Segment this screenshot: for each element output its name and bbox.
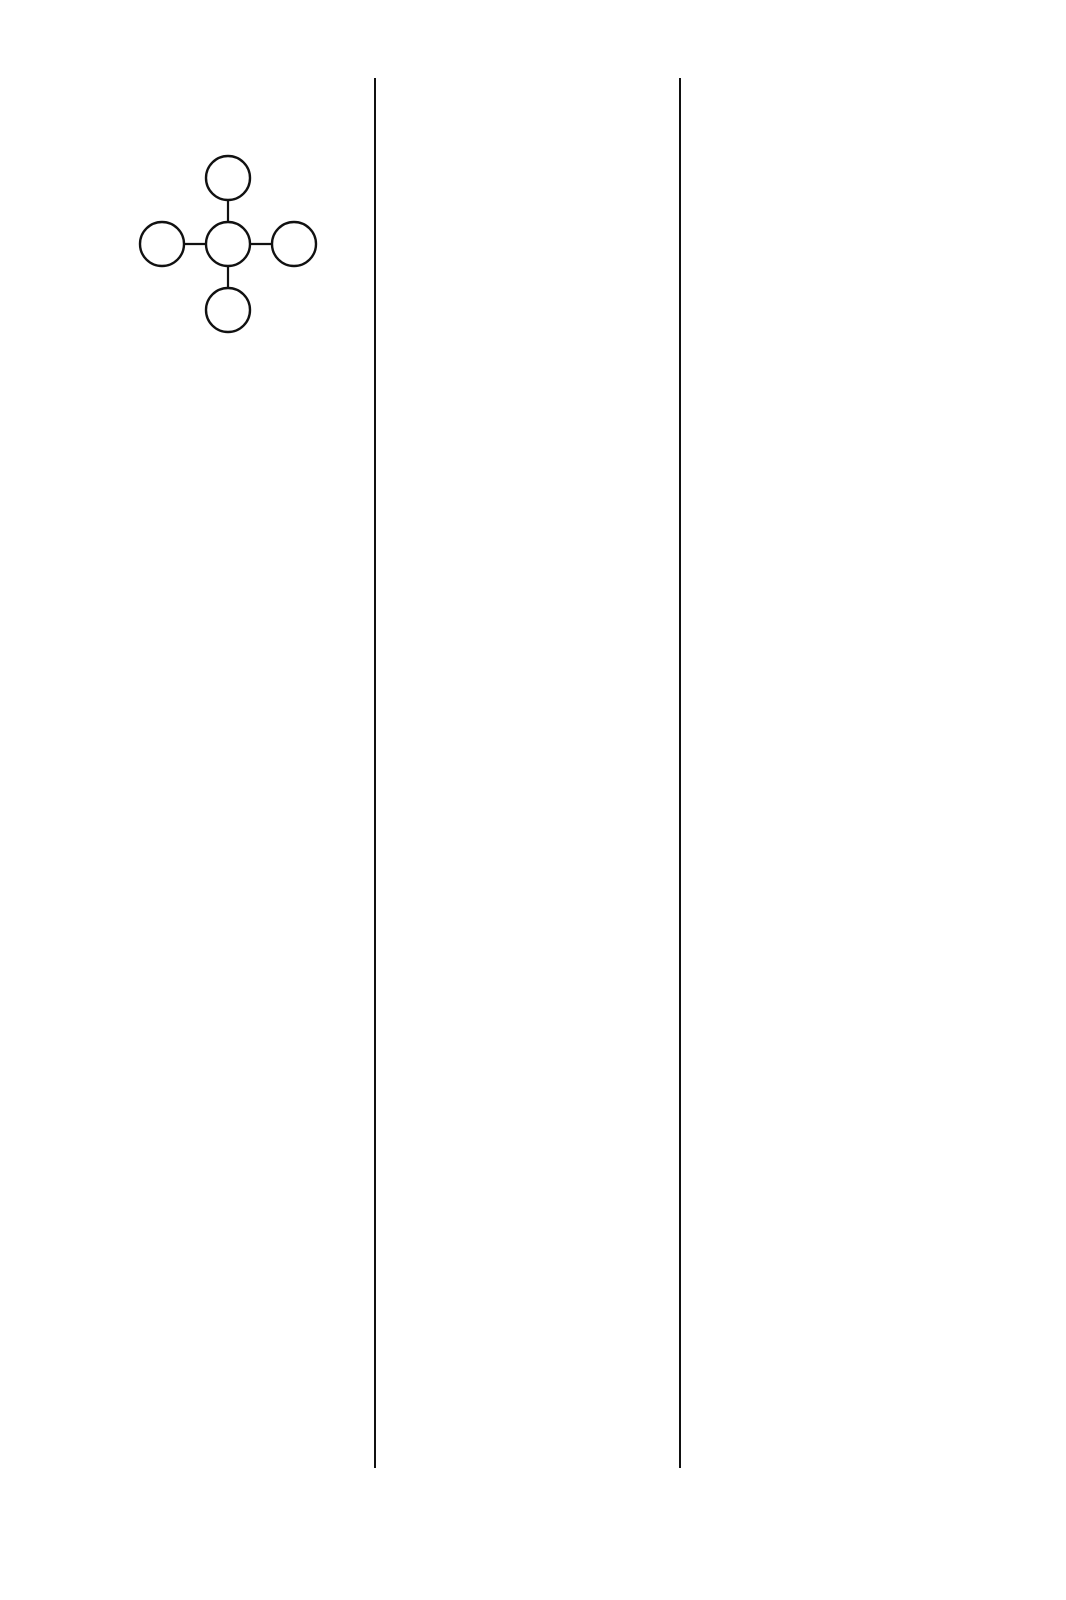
column-divider-right [679,78,681,1468]
circle-right [272,222,316,266]
cross-diagram-1 [138,154,318,334]
circle-top [206,156,250,200]
circle-center [206,222,250,266]
circle-bottom [206,288,250,332]
circle-left [140,222,184,266]
column-divider-left [374,78,376,1468]
